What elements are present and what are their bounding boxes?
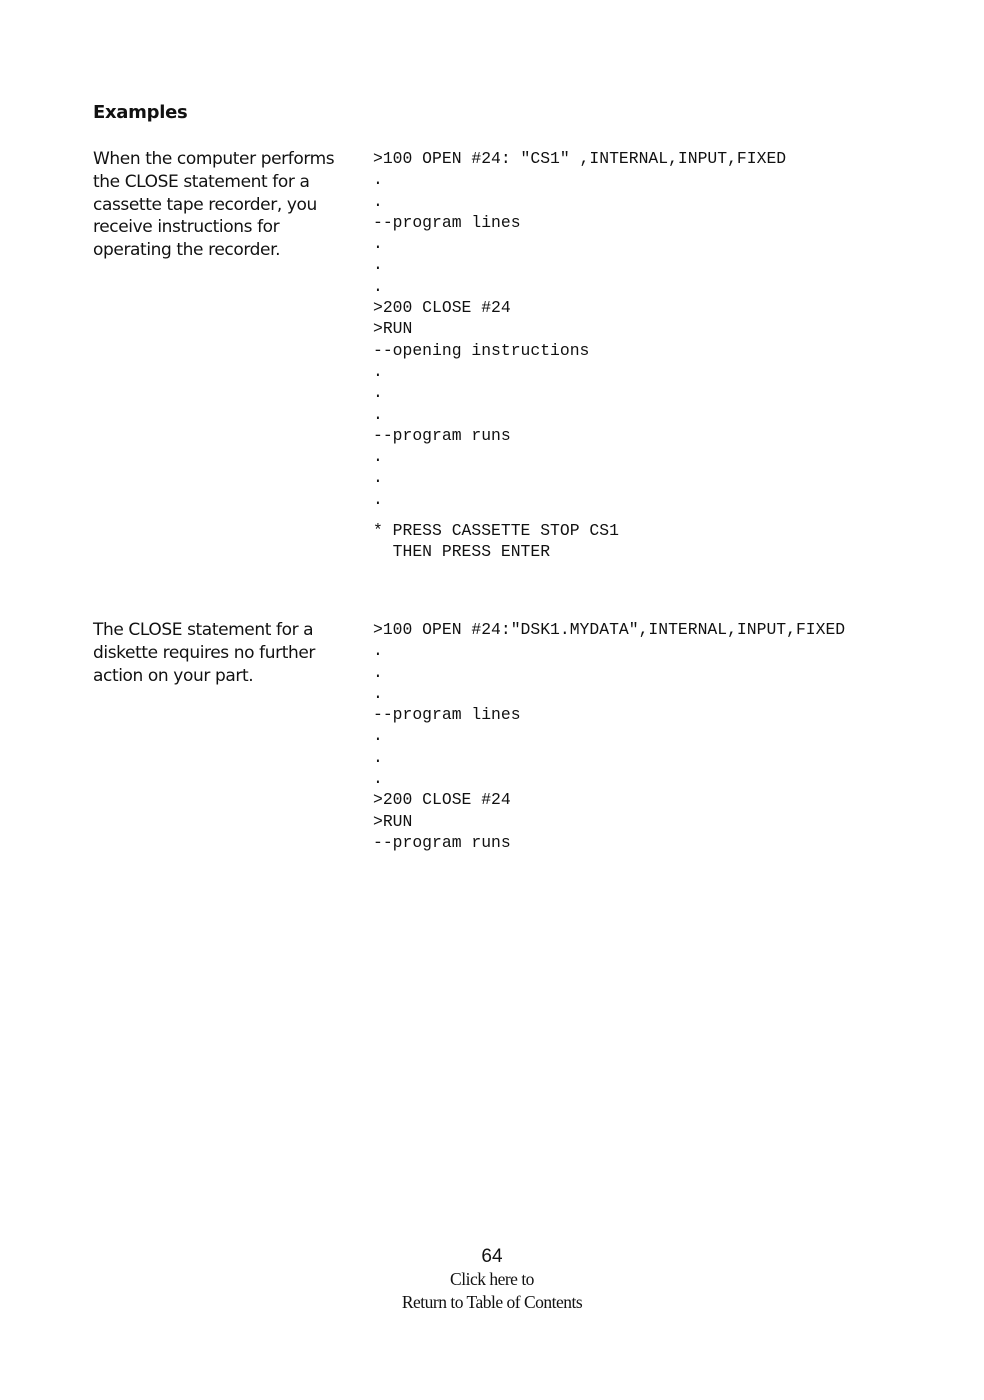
code-line: >200 CLOSE #24 xyxy=(373,790,511,810)
code-line: >100 OPEN #24: "CS1" ,INTERNAL,INPUT,FIXED xyxy=(373,149,787,168)
code-line: . xyxy=(373,747,383,767)
code-line: . xyxy=(373,276,383,296)
code-line: . xyxy=(373,726,383,746)
code-line: --program runs xyxy=(373,425,511,445)
example-1-code xyxy=(373,148,786,563)
page-number: 64 xyxy=(481,1246,503,1267)
code-line: . xyxy=(373,361,383,381)
code-line: --program lines xyxy=(373,705,521,725)
code-line: . xyxy=(373,191,383,211)
code-line: >100 OPEN #24:"DSK1.MYDATA",INTERNAL,INPUT,FIXED xyxy=(373,620,846,639)
code-line: . xyxy=(373,769,383,789)
example-1-description: When the computer performs the CLOSE statement for a cassette tape recorder, you receive instructions for operating the recorder. xyxy=(93,149,335,261)
table-of-contents-link[interactable] xyxy=(0,1268,984,1314)
toc-link-line-2: Return to Table of Contents xyxy=(401,1292,583,1312)
code-line: * PRESS CASSETTE STOP CS1 xyxy=(373,521,619,541)
code-line: >200 CLOSE #24 xyxy=(373,298,511,318)
code-line: . xyxy=(373,468,383,488)
section-heading: Examples xyxy=(93,102,188,123)
code-line: --program lines xyxy=(373,212,521,232)
code-line: THEN PRESS ENTER xyxy=(373,542,551,562)
code-line: . xyxy=(373,404,383,424)
code-line: >RUN xyxy=(373,811,413,831)
code-line: . xyxy=(373,447,383,467)
code-line: >RUN xyxy=(373,319,413,339)
code-line: . xyxy=(373,383,383,403)
code-line xyxy=(373,510,786,520)
code-line: . xyxy=(373,489,383,509)
example-2-description: The CLOSE statement for a diskette requires no further action on your part. xyxy=(93,620,315,686)
code-line: . xyxy=(373,662,383,682)
code-line: --opening instructions xyxy=(373,340,590,360)
code-line: . xyxy=(373,641,383,661)
code-line: --program runs xyxy=(373,832,511,852)
code-line: . xyxy=(373,255,383,275)
code-line: . xyxy=(373,170,383,190)
code-line: . xyxy=(373,234,383,254)
example-2-code xyxy=(373,619,845,853)
code-line: . xyxy=(373,683,383,703)
toc-link-line-1: Click here to xyxy=(450,1269,534,1289)
